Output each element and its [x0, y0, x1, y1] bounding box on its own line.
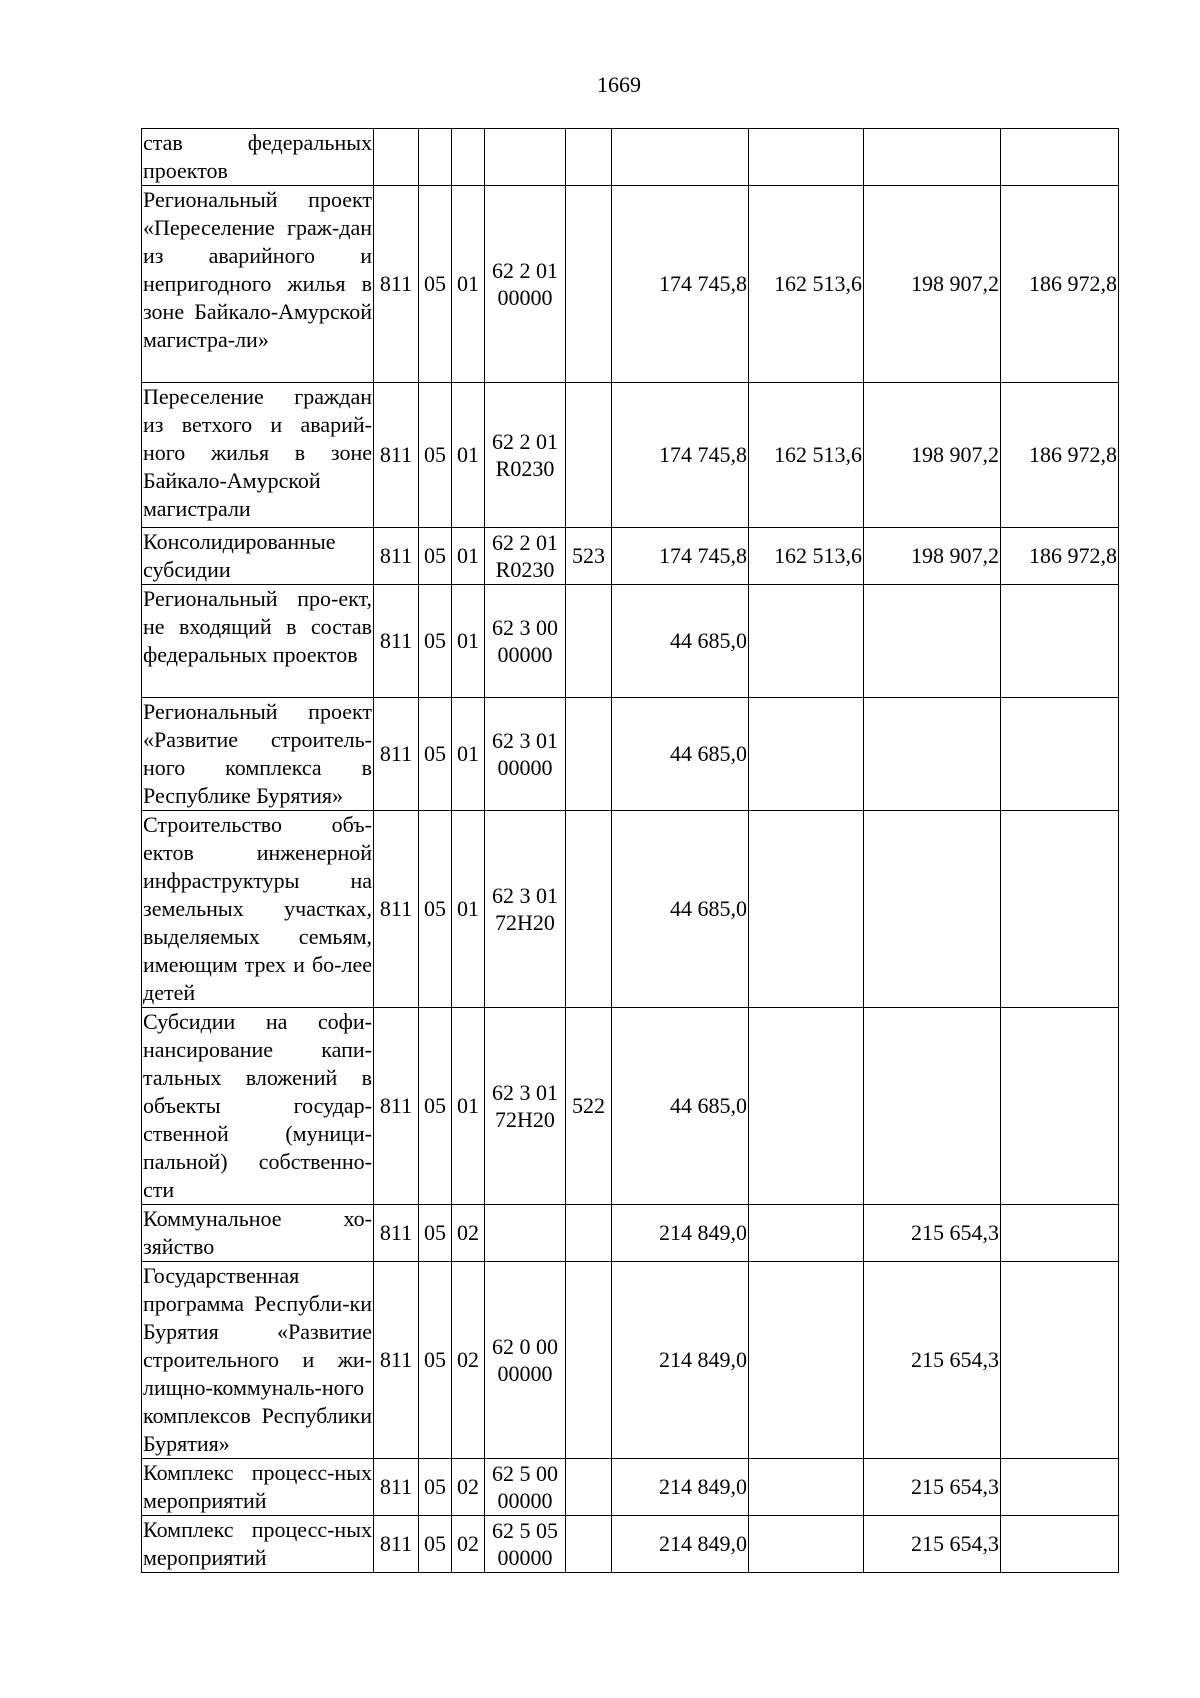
- row-gr: 811: [374, 1008, 419, 1205]
- row-value-4: 186 972,8: [1001, 528, 1119, 585]
- row-name-text: Региональный проект «Развитие строитель-ного комплекса в Республике Бурятия»: [143, 699, 372, 808]
- row-csr: [485, 1205, 566, 1262]
- row-value-2: [749, 1008, 864, 1205]
- row-vr: [566, 1459, 612, 1516]
- row-pr: 01: [452, 1008, 485, 1205]
- row-value-1: 214 849,0: [612, 1459, 749, 1516]
- row-value-4: [1001, 1205, 1119, 1262]
- row-name: [142, 1205, 374, 1262]
- row-value-3: 215 654,3: [864, 1205, 1001, 1262]
- row-vr: [566, 1205, 612, 1262]
- row-csr: 62 3 01 00000: [485, 698, 566, 811]
- row-csr: 62 5 00 00000: [485, 1459, 566, 1516]
- row-rz: 05: [419, 186, 452, 383]
- table-row: [142, 186, 1119, 383]
- row-rz: 05: [419, 1205, 452, 1262]
- row-name-text: Консолидированные субсидии: [143, 529, 336, 582]
- row-gr: [374, 129, 419, 186]
- row-value-3: [864, 698, 1001, 811]
- row-name: [142, 1262, 374, 1459]
- row-csr: 62 2 01 R0230: [485, 528, 566, 585]
- row-csr: 62 3 00 00000: [485, 585, 566, 698]
- row-vr: [566, 383, 612, 528]
- row-value-3: [864, 129, 1001, 186]
- row-value-2: [749, 1205, 864, 1262]
- row-name-text: Строительство объ-ектов инженерной инфраструктуры на земельных участках, выделяемых семьям, имеющим трех и бо-лее детей: [143, 812, 372, 1005]
- row-vr: [566, 129, 612, 186]
- row-name-text: Субсидии на софи-нансирование капи-тальных вложений в объекты государ-ственной (муници-пальной) собственно-сти: [143, 1009, 372, 1202]
- row-value-2: [749, 1262, 864, 1459]
- row-gr: 811: [374, 1205, 419, 1262]
- row-pr: 02: [452, 1205, 485, 1262]
- row-value-1: 44 685,0: [612, 1008, 749, 1205]
- row-name: [142, 528, 374, 585]
- row-csr: 62 3 01 72Н20: [485, 1008, 566, 1205]
- row-csr: 62 5 05 00000: [485, 1516, 566, 1573]
- row-value-1: 174 745,8: [612, 528, 749, 585]
- table-row: [142, 528, 1119, 585]
- row-value-4: [1001, 811, 1119, 1008]
- row-name: [142, 1008, 374, 1205]
- row-value-3: 198 907,2: [864, 528, 1001, 585]
- row-vr: 523: [566, 528, 612, 585]
- table-row: [142, 811, 1119, 1008]
- row-csr: 62 3 01 72Н20: [485, 811, 566, 1008]
- row-value-3: 198 907,2: [864, 186, 1001, 383]
- row-value-2: [749, 698, 864, 811]
- row-value-2: 162 513,6: [749, 528, 864, 585]
- row-value-2: 162 513,6: [749, 383, 864, 528]
- row-value-4: 186 972,8: [1001, 186, 1119, 383]
- row-value-2: [749, 1459, 864, 1516]
- row-rz: 05: [419, 1262, 452, 1459]
- row-gr: 811: [374, 1516, 419, 1573]
- row-value-3: [864, 1008, 1001, 1205]
- row-value-4: [1001, 585, 1119, 698]
- row-gr: 811: [374, 811, 419, 1008]
- row-pr: [452, 129, 485, 186]
- row-pr: 02: [452, 1459, 485, 1516]
- row-value-1: 214 849,0: [612, 1262, 749, 1459]
- row-gr: 811: [374, 383, 419, 528]
- row-vr: [566, 1262, 612, 1459]
- row-csr: 62 2 01 00000: [485, 186, 566, 383]
- row-pr: 01: [452, 528, 485, 585]
- row-value-4: 186 972,8: [1001, 383, 1119, 528]
- row-value-4: [1001, 1516, 1119, 1573]
- row-name: [142, 129, 374, 186]
- table-row: [142, 698, 1119, 811]
- row-name-text: Комплекс процесс-ных мероприятий: [143, 1517, 372, 1570]
- row-value-2: [749, 1516, 864, 1573]
- row-value-3: 215 654,3: [864, 1516, 1001, 1573]
- row-value-3: [864, 585, 1001, 698]
- row-pr: 02: [452, 1262, 485, 1459]
- row-value-1: 174 745,8: [612, 186, 749, 383]
- row-name: [142, 811, 374, 1008]
- row-value-1: 214 849,0: [612, 1516, 749, 1573]
- row-vr: [566, 186, 612, 383]
- row-gr: 811: [374, 585, 419, 698]
- row-pr: 01: [452, 383, 485, 528]
- row-vr: [566, 1516, 612, 1573]
- row-value-4: [1001, 1008, 1119, 1205]
- page-number: 1669: [597, 72, 641, 97]
- row-value-1: 174 745,8: [612, 383, 749, 528]
- table-row: [142, 1262, 1119, 1459]
- row-gr: 811: [374, 1459, 419, 1516]
- row-value-3: [864, 811, 1001, 1008]
- row-name: [142, 1459, 374, 1516]
- row-gr: 811: [374, 186, 419, 383]
- row-name-text: Комплекс процесс-ных мероприятий: [143, 1460, 372, 1513]
- row-name-text: Региональный про-ект, не входящий в состав федеральных проектов: [143, 586, 372, 667]
- row-rz: 05: [419, 698, 452, 811]
- row-name: [142, 698, 374, 811]
- row-value-1: 214 849,0: [612, 1205, 749, 1262]
- row-rz: 05: [419, 1516, 452, 1573]
- row-value-4: [1001, 698, 1119, 811]
- row-vr: [566, 811, 612, 1008]
- row-name-text: Государственная программа Республи-ки Бурятия «Развитие строительного и жи-лищно-коммуналь-ного комплексов Республики Бурятия»: [143, 1263, 372, 1456]
- row-pr: 01: [452, 698, 485, 811]
- row-value-1: 44 685,0: [612, 698, 749, 811]
- row-rz: 05: [419, 811, 452, 1008]
- table-row: [142, 129, 1119, 186]
- row-value-3: 215 654,3: [864, 1459, 1001, 1516]
- row-name: [142, 585, 374, 698]
- row-name: [142, 186, 374, 383]
- row-pr: 01: [452, 186, 485, 383]
- row-rz: 05: [419, 585, 452, 698]
- row-value-2: [749, 811, 864, 1008]
- row-name-text: Региональный проект «Переселение граж-дан из аварийного и непригодного жилья в зоне Байкало-Амурской магистра-ли»: [143, 187, 372, 352]
- row-rz: 05: [419, 528, 452, 585]
- row-value-2: [749, 129, 864, 186]
- row-gr: 811: [374, 1262, 419, 1459]
- row-value-4: [1001, 1262, 1119, 1459]
- row-pr: 01: [452, 811, 485, 1008]
- row-rz: 05: [419, 1008, 452, 1205]
- row-name: [142, 1516, 374, 1573]
- row-csr: 62 0 00 00000: [485, 1262, 566, 1459]
- row-value-2: [749, 585, 864, 698]
- row-csr: 62 2 01 R0230: [485, 383, 566, 528]
- row-gr: 811: [374, 528, 419, 585]
- row-value-1: [612, 129, 749, 186]
- row-pr: 02: [452, 1516, 485, 1573]
- table-row: [142, 1516, 1119, 1573]
- budget-table: [141, 128, 1119, 1573]
- row-rz: [419, 129, 452, 186]
- row-vr: [566, 698, 612, 811]
- row-name: [142, 383, 374, 528]
- row-value-1: 44 685,0: [612, 585, 749, 698]
- table-row: [142, 1205, 1119, 1262]
- row-value-4: [1001, 129, 1119, 186]
- table-row: [142, 1459, 1119, 1516]
- row-rz: 05: [419, 1459, 452, 1516]
- table-row: [142, 585, 1119, 698]
- row-vr: 522: [566, 1008, 612, 1205]
- row-value-2: 162 513,6: [749, 186, 864, 383]
- table-row: [142, 1008, 1119, 1205]
- row-pr: 01: [452, 585, 485, 698]
- row-value-4: [1001, 1459, 1119, 1516]
- row-name-text: став федеральных проектов: [143, 130, 372, 183]
- row-value-3: 198 907,2: [864, 383, 1001, 528]
- row-vr: [566, 585, 612, 698]
- row-gr: 811: [374, 698, 419, 811]
- row-rz: 05: [419, 383, 452, 528]
- row-name-text: Коммунальное хо-зяйство: [143, 1206, 372, 1259]
- table-row: [142, 383, 1119, 528]
- row-value-1: 44 685,0: [612, 811, 749, 1008]
- row-value-3: 215 654,3: [864, 1262, 1001, 1459]
- row-csr: [485, 129, 566, 186]
- row-name-text: Переселение граждан из ветхого и аварий-ного жилья в зоне Байкало-Амурской магистрали: [143, 384, 372, 521]
